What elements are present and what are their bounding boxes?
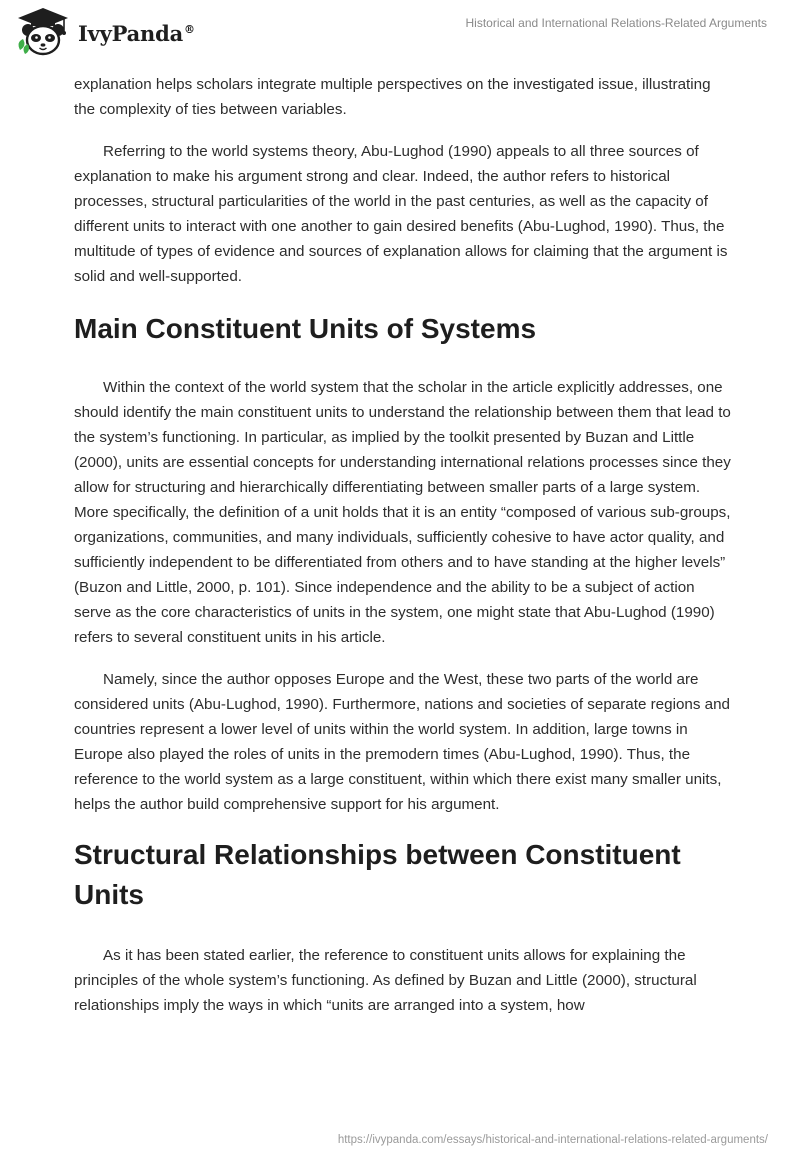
paragraph-world-systems: Referring to the world systems theory, Abu-Lughod (1990) appeals to all three sources of explanation to make his argument strong and clear. Indeed, the author refers to historical processes, structural particularities of the world in the past centuries, as well as the capacity of different units to interact with one another to gain desired benefits (Abu-Lughod, 1990). Thus, the multitude of types of evidence and sources of explanation allows for claiming that the argument is solid and well-supported. xyxy=(74,143,728,285)
source-url-link[interactable]: https://ivypanda.com/essays/historical-and-international-relations-related-arguments/ xyxy=(337,1134,768,1146)
section-heading-constituent-units: Main Constituent Units of Systems xyxy=(74,313,537,344)
document-title: Historical and International Relations-Related Arguments xyxy=(465,16,767,30)
panda-graduate-icon xyxy=(14,6,72,58)
page-header xyxy=(0,0,800,70)
paragraph-europe-west-units: Namely, since the author opposes Europe and the West, these two parts of the world are considered units (Abu-Lughod, 1990). Furthermore, nations and societies of separate regions and countries represent a lower level of units within the world system. In addition, large towns in Europe also played the roles of units in the premodern times (Abu-Lughod, 1990). Thus, the reference to the world system as a large constituent, within which there exist many smaller units, helps the author build comprehensive support for his argument. xyxy=(74,671,730,813)
section-heading-structural-relationships: Structural Relationships between Constituent Units xyxy=(74,839,681,910)
brand-name: IvyPanda® xyxy=(78,20,195,46)
registered-mark: ® xyxy=(184,22,195,36)
ivypanda-logo[interactable] xyxy=(14,6,195,58)
essay-body xyxy=(74,72,734,1035)
paragraph-unit-definition: Within the context of the world system that the scholar in the article explicitly addresses, one should identify the main constituent units to understand the relationship between them that lead to the system’s functioning. In particular, as implied by the toolkit presented by Buzan and Little (2000), units are essential concepts for understanding international relations processes since they allow for structuring and hierarchically differentiating between smaller parts of a large system. More specifically, the definition of a unit holds that it is an entity “composed of various sub-groups, organizations, communities, and many individuals, sufficiently cohesive to have actor quality, and sufficiently independent to be differentiated from others and to have standing at the higher levels” (Buzon and Little, 2000, p. 101). Since independence and the ability to be a subject of action serve as the core characteristics of units in the system, one might state that Abu-Lughod (1990) refers to several constituent units in his article. xyxy=(74,379,731,646)
paragraph-structural-relationships: As it has been stated earlier, the reference to constituent units allows for explaining the principles of the whole system’s functioning. As defined by Buzan and Little (2000), structural relationships imply the ways in which “units are arranged into a system, how xyxy=(74,947,697,1014)
paragraph-continuation: explanation helps scholars integrate multiple perspectives on the investigated issue, illustrating the complexity of ties between variables. xyxy=(74,76,711,118)
